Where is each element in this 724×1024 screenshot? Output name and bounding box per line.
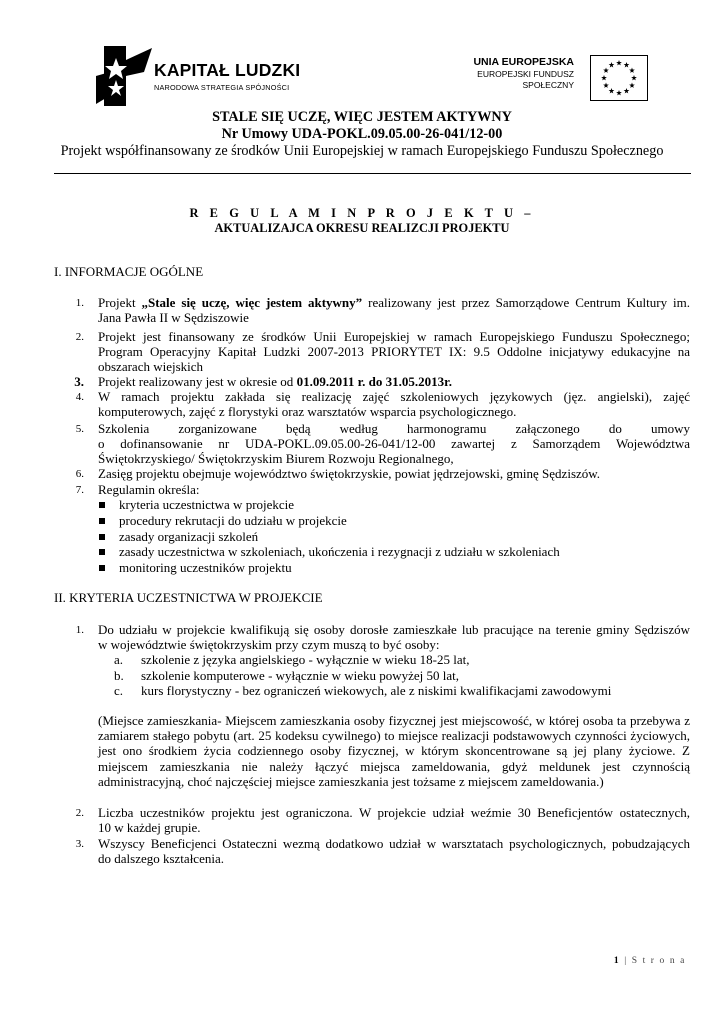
footer-label: S t r o n a [631, 956, 686, 966]
bullet-icon [98, 561, 107, 573]
s2-item3-line2: do dalszego kształcenia. [98, 851, 224, 866]
bullet-icon [98, 545, 107, 557]
s2-item2-line1: Liczba uczestników projektu jest ograniczona. W projekcie udział weźmie 30 Beneficjentów ostatecznych, [98, 805, 690, 820]
s2-item3-number: 3. [75, 838, 84, 850]
section2-heading: II. KRYTERIA UCZESTNICTWA W PROJEKCIE [54, 590, 323, 605]
s1-item5-line2: o dofinansowanie nr UDA-POKL.09.05.00-26-041/12-00 zawartej z Samorządem Województwa [98, 436, 690, 451]
logo-left-title: KAPITAŁ LUDZKI [154, 60, 301, 80]
eu-star-icon [624, 88, 630, 93]
s2-item1-sub-c-letter: c. [114, 683, 124, 698]
s1-item3-number: 3. [74, 374, 84, 389]
eu-logo-line3: SPOŁECZNY [522, 80, 574, 90]
bullet-icon [98, 514, 107, 526]
eu-flag-icon [590, 55, 648, 101]
s1-item3-line1: Projekt realizowany jest w okresie od 01.09.2011 r. do 31.05.2013r. [98, 374, 452, 389]
logo-left-subtitle: NARODOWA STRATEGIA SPÓJNOŚCI [154, 83, 290, 92]
s1-item7-bullet1: kryteria uczestnictwa w projekcie [119, 497, 295, 512]
s2-item1-sub-b-letter: b. [114, 668, 124, 683]
s1-item4-line2: komputerowych, zajęć z florystyki oraz warsztatów wsparcia psychologicznego. [98, 404, 517, 419]
eu-star-icon [629, 68, 635, 73]
eu-star-icon [616, 60, 622, 65]
eu-star-icon [603, 68, 609, 73]
eu-logo-line2: EUROPEJSKI FUNDUSZ [477, 68, 574, 79]
eu-star-icon [609, 62, 615, 67]
eu-logo [456, 55, 648, 103]
s2-item1-sub-b: szkolenie komputerowe - wyłącznie w wieku powyżej 50 lat, [141, 668, 460, 683]
eu-star-icon [609, 88, 615, 93]
s1-item7-line1: Regulamin określa: [98, 482, 200, 497]
eu-logo-text [473, 57, 574, 92]
s2-item1-line2: w województwie świętokrzyskim przy czym muszą to być osoby: [98, 637, 440, 652]
s2-item1-line1: Do udziału w projekcie kwalifikują się osoby dorosłe zamieszkałe lub pracujące na terenie gminy Sędziszów [98, 622, 690, 637]
s1-item4-line1: W ramach projektu zakłada się realizację zajęć szkoleniowych językowych (jęz. angielski), zajęć [98, 389, 690, 404]
s2-item1-sub-c: kurs florystyczny - bez ograniczeń wiekowych, ale z niskimi kwalifikacjami zawodowymi [141, 683, 612, 698]
regulation-subtitle: AKTUALIZAJCA OKRESU REALIZCJI PROJEKTU [214, 221, 510, 235]
eu-star-icon [603, 83, 609, 88]
s2-item2-line2: 10 w każdej grupie. [98, 820, 201, 835]
s1-item7-bullet2: procedury rekrutacji do udziału w projekcie [119, 513, 347, 528]
bullet-icon [98, 530, 107, 542]
eu-star-icon [631, 75, 637, 80]
s2-item1-sub-a: szkolenie z języka angielskiego - wyłącznie w wieku 18-25 lat, [141, 652, 470, 667]
s1-item2-number: 2. [75, 331, 84, 343]
s2-item1-sub-a-letter: a. [114, 652, 124, 667]
s1-item1-line2: Jana Pawła II w Sędziszowie [98, 310, 249, 325]
eu-star-icon [624, 62, 630, 67]
s1-item6-number: 6. [75, 468, 84, 480]
s1-item7-bullet5: monitoring uczestników projektu [119, 560, 292, 575]
cofinancing-note: Projekt współfinansowany ze środków Unii Europejskiej w ramach Europejskiego Funduszu Społecznego [60, 143, 664, 159]
s1-item5-line3: Świętokrzyskiego/ Świętokrzyskim Biurem Rozwoju Regionalnego, [98, 451, 454, 466]
section1-heading: I. INFORMACJE OGÓLNE [54, 264, 204, 279]
contract-number: Nr Umowy UDA-POKL.09.05.00-26-041/12-00 [221, 126, 503, 142]
s1-item5-number: 5. [75, 423, 84, 435]
s1-item2-line1: Projekt jest finansowany ze środków Unii Europejskiej w ramach Europejskiego Funduszu Społecznego; [98, 329, 690, 344]
s2-item1-number: 1. [75, 624, 84, 636]
s1-item1-line1: Projekt „Stale się uczę, więc jestem aktywny” realizowany jest przez Samorządowe Centrum Kultury im. [98, 295, 690, 310]
kapital-ludzki-emblem-icon [96, 46, 152, 106]
document-header [0, 109, 724, 160]
page-number: 1 [613, 956, 621, 966]
s2-item3-line1: Wszyscy Beneficjenci Ostateczni wezmą dodatkowo udział w warsztatach psychologicznych, pobudzających [98, 836, 690, 851]
s2-item2-number: 2. [75, 807, 84, 819]
s1-item4-number: 4. [75, 391, 84, 403]
s1-item5-line1: Szkolenia zorganizowane będą według harmonogramu załączonego do umowy [98, 421, 690, 436]
s1-item1-number: 1. [75, 297, 84, 309]
eu-star-icon [629, 83, 635, 88]
eu-star-icon [601, 75, 607, 80]
kapital-ludzki-logo [96, 46, 301, 106]
s1-item7-number: 7. [75, 484, 84, 496]
regulation-title: R E G U L A M I N P R O J E K T U – [189, 206, 535, 220]
s1-item2-line2: Program Operacyjny Kapitał Ludzki 2007-2013 PRIORYTET IX: 9.5 Oddolne inicjatywy edukacyjne na [98, 344, 690, 359]
project-name: STALE SIĘ UCZĘ, WIĘC JESTEM AKTYWNY [212, 109, 512, 125]
page-footer [614, 956, 686, 966]
residence-definition-note: (Miejsce zamieszkania- Miejscem zamieszkania osoby fizycznej jest miejscowość, w której osoba ta przebywa z zamiarem stałego pobytu (art. 25 kodeksu cywilnego) to miejsce realizacji podstawowych czynności życiowych, jest ono środkiem życia codziennego osoby fizycznej, w którym skoncentrowane są jej plany życiowe. Z miejscem zamieszkania nie należy łączyć miejsca zameldowania, gdyż meldunek jest czynnością administracyjną, choć najczęściej miejsce zamieszkania jest tożsame z miejscem zameldowania.) [98, 713, 690, 789]
s1-item7-bullet3: zasady organizacji szkoleń [119, 529, 259, 544]
footer-separator: | [620, 956, 632, 966]
s1-item2-line3: obszarach wiejskich [98, 359, 204, 374]
header-divider [54, 173, 691, 174]
bullet-icon [98, 498, 107, 510]
eu-logo-line1: UNIA EUROPEJSKA [473, 56, 574, 68]
eu-star-icon [616, 90, 622, 95]
s1-item6-line1: Zasięg projektu obejmuje województwo świętokrzyskie, powiat jędrzejowski, gminę Sędziszów. [98, 466, 601, 481]
s1-item7-bullet4: zasady uczestnictwa w szkoleniach, ukończenia i rezygnacji z udziału w szkoleniach [119, 544, 560, 559]
